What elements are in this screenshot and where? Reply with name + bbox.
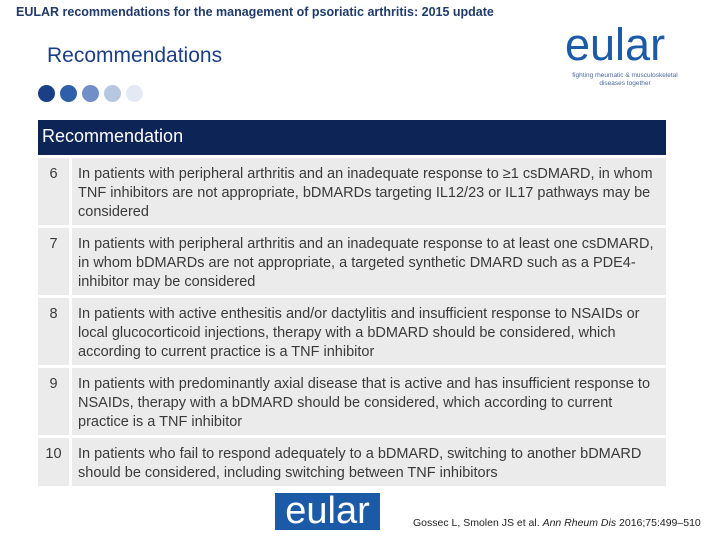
citation-authors: Gossec L, Smolen JS et al. bbox=[413, 517, 543, 529]
row-number: 9 bbox=[38, 368, 72, 435]
eular-logo-word: eular bbox=[565, 19, 666, 70]
progress-dot-5 bbox=[126, 85, 143, 102]
row-text: In patients with active enthesitis and/or dactylitis and insufficient response to NSAIDs or local glucocorticoid injections, therapy with a bDMARD should be considered, which according to current practice is a TNF inhibitor bbox=[72, 298, 666, 365]
progress-dots bbox=[38, 85, 143, 102]
table-header: Recommendation bbox=[38, 120, 666, 155]
row-text: In patients with predominantly axial disease that is active and has insufficient response to NSAIDs, therapy with a bDMARD should be considered, which according to current practice is a TNF inhibitor bbox=[72, 368, 666, 435]
table-header-row bbox=[38, 120, 666, 155]
row-number: 7 bbox=[38, 228, 72, 295]
row-number: 10 bbox=[38, 438, 72, 486]
eular-footer-logo: eular bbox=[275, 493, 380, 530]
table-row bbox=[38, 158, 666, 225]
table-row bbox=[38, 438, 666, 486]
table-row bbox=[38, 368, 666, 435]
slide-top-title: EULAR recommendations for the management of psoriatic arthritis: 2015 update bbox=[16, 5, 494, 19]
section-title: Recommendations bbox=[47, 44, 223, 67]
row-text: In patients with peripheral arthritis and an inadequate response to at least one csDMARD, in whom bDMARDs are not appropriate, a targeted synthetic DMARD such as a PDE4-inhibitor may be considered bbox=[72, 228, 666, 295]
progress-dot-3 bbox=[82, 85, 99, 102]
eular-logo bbox=[565, 19, 705, 88]
progress-dot-4 bbox=[104, 85, 121, 102]
table-row bbox=[38, 228, 666, 295]
citation bbox=[413, 517, 701, 529]
row-text: In patients with peripheral arthritis and an inadequate response to ≥1 csDMARD, in whom TNF inhibitors are not appropriate, bDMARDs targeting IL12/23 or IL17 pathways may be considered bbox=[72, 158, 666, 225]
row-number: 6 bbox=[38, 158, 72, 225]
progress-dot-2 bbox=[60, 85, 77, 102]
eular-logo-tagline: fighting rheumatic & musculoskeletal diseases together bbox=[572, 72, 678, 87]
progress-dot-1 bbox=[38, 85, 55, 102]
recommendations-table bbox=[38, 117, 666, 489]
row-number: 8 bbox=[38, 298, 72, 365]
row-text: In patients who fail to respond adequately to a bDMARD, switching to another bDMARD should be considered, including switching between TNF inhibitors bbox=[72, 438, 666, 486]
citation-details: 2016;75:499–510 bbox=[616, 517, 701, 529]
citation-journal: Ann Rheum Dis bbox=[542, 517, 617, 529]
table-row bbox=[38, 298, 666, 365]
